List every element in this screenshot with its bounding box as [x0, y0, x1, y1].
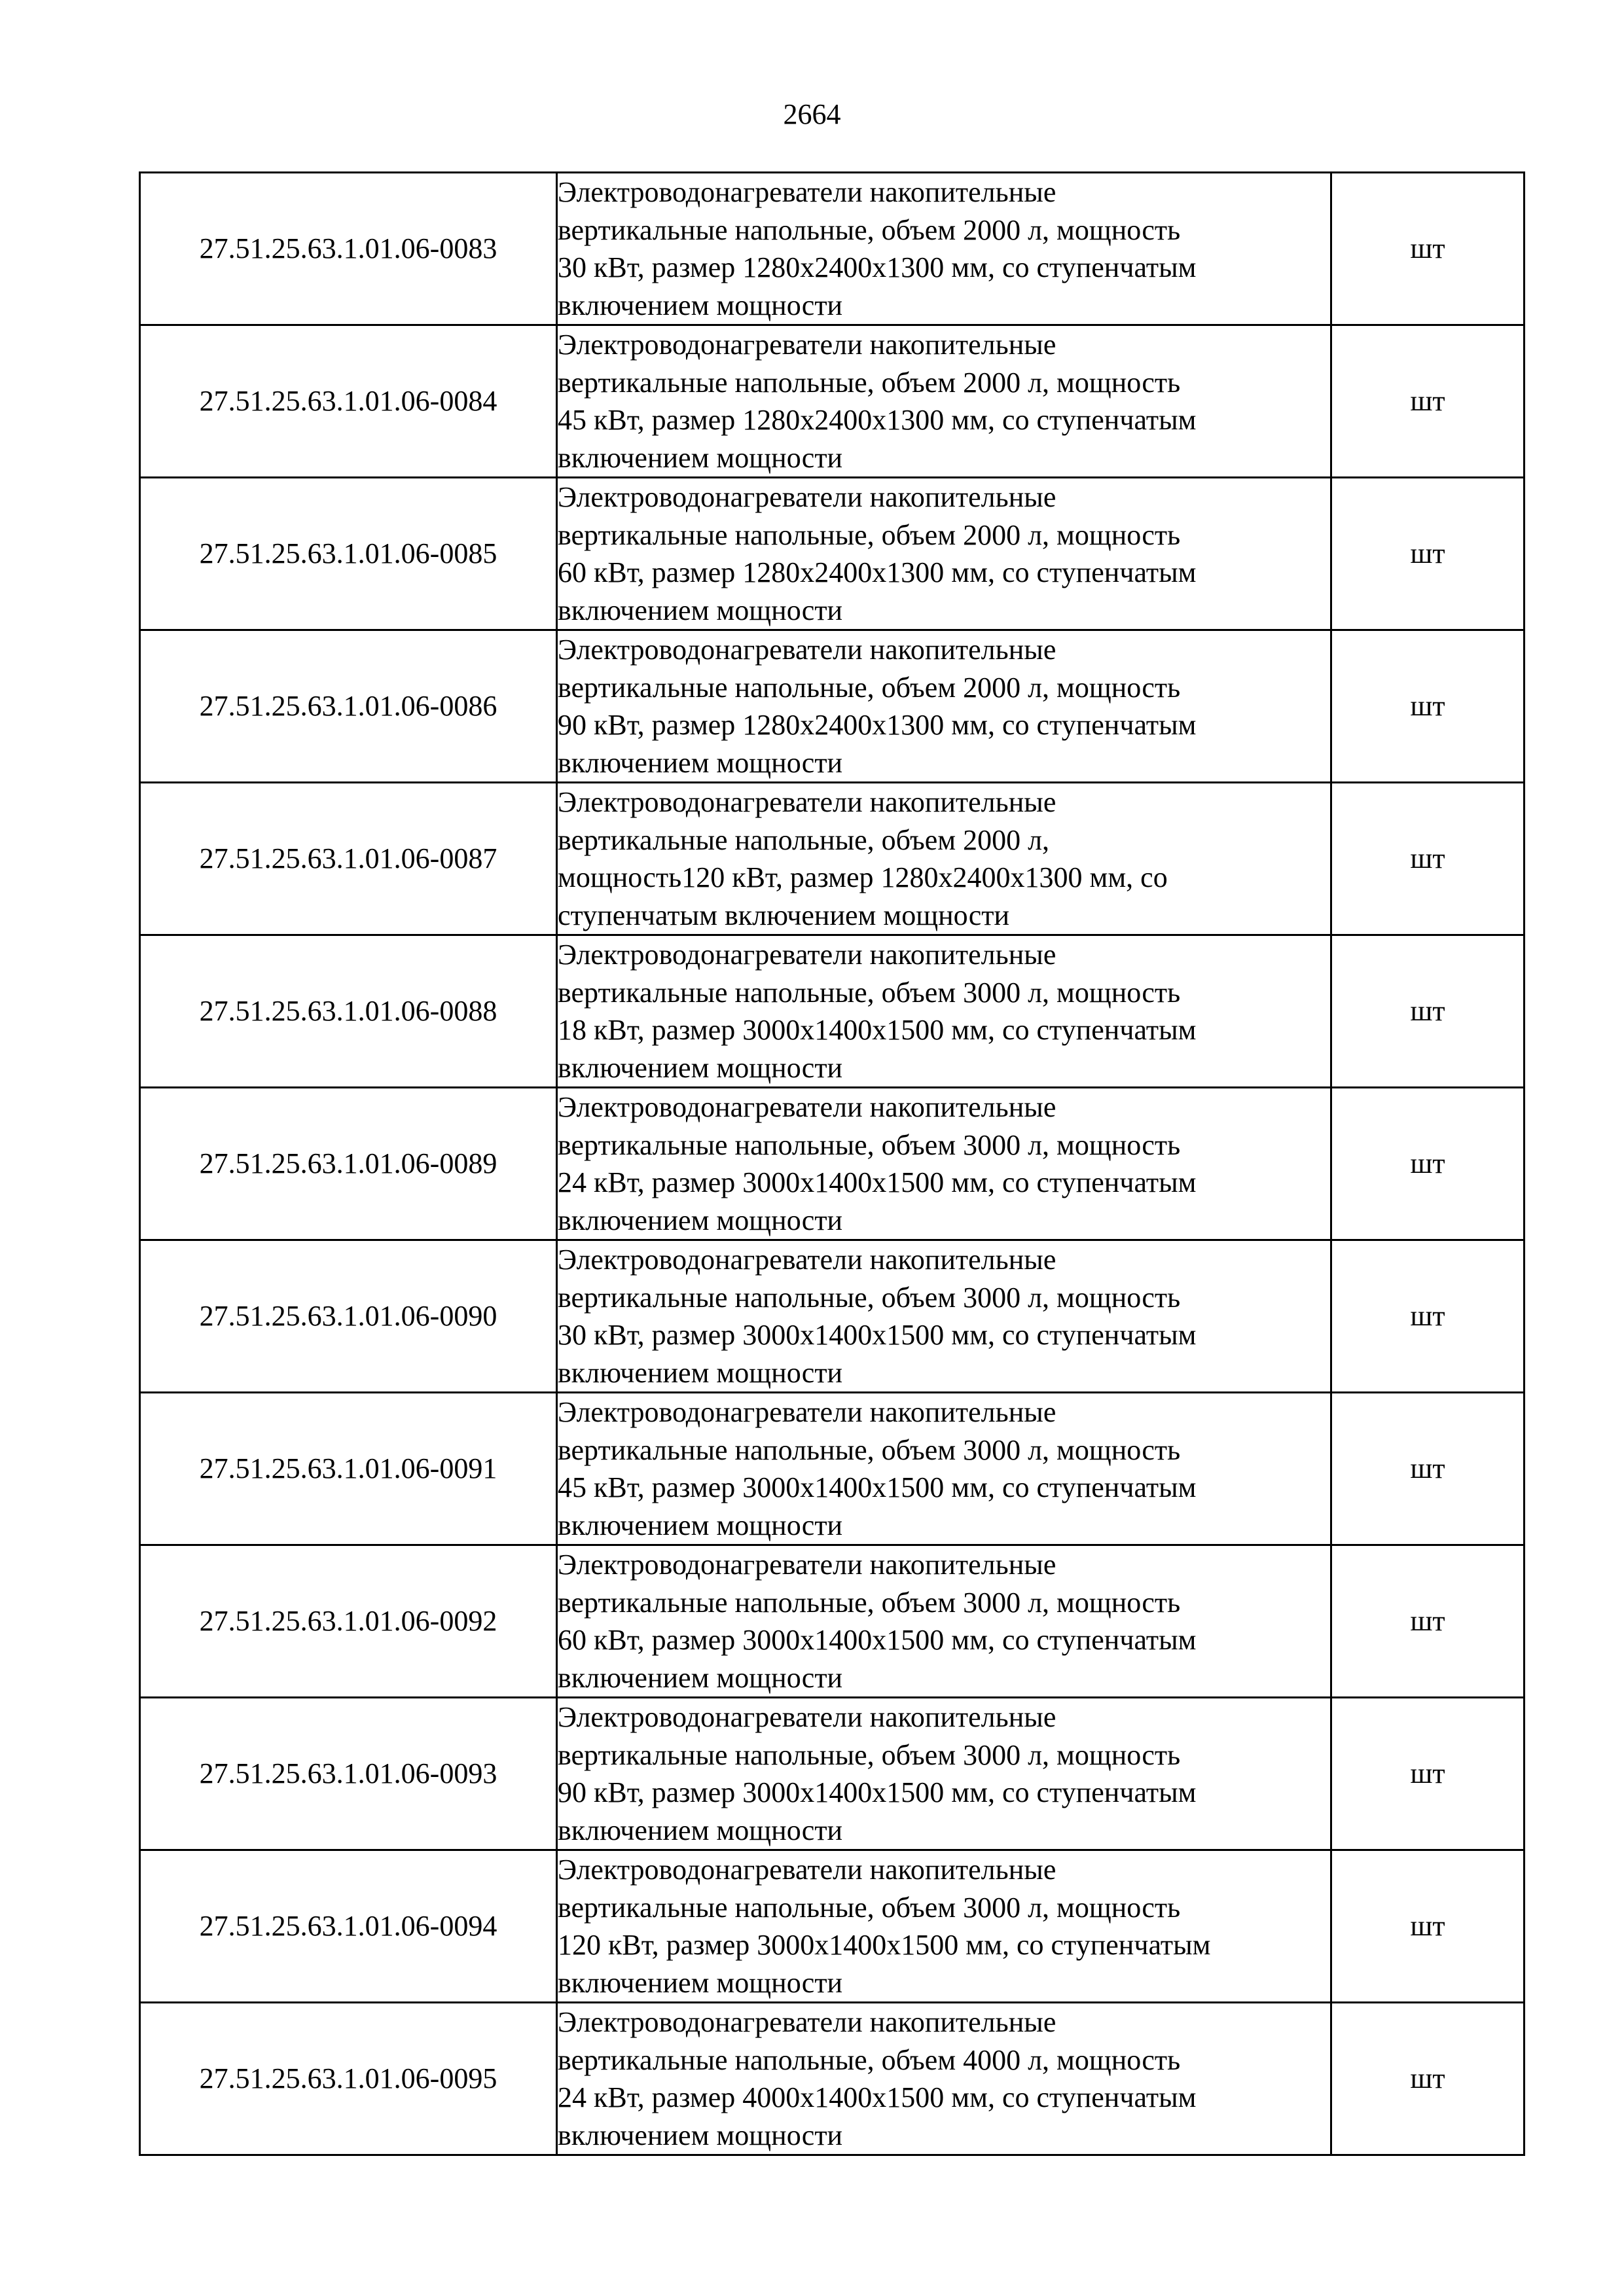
unit-of-measure: шт [1331, 1545, 1525, 1698]
description-line: 18 кВт, размер 3000х1400х1500 мм, со ступенчатым [558, 1014, 1197, 1046]
resource-description [557, 935, 1331, 1088]
description-line: 90 кВт, размер 1280х2400х1300 мм, со ступенчатым [558, 709, 1197, 741]
resource-description [557, 173, 1331, 325]
resource-code: 27.51.25.63.1.01.06-0093 [140, 1698, 557, 1850]
resource-description [557, 783, 1331, 935]
description-line: Электроводонагреватели накопительные [558, 786, 1056, 818]
table-row [140, 1850, 1525, 2003]
description-line: включением мощности [558, 746, 843, 779]
description-line: Электроводонагреватели накопительные [558, 2006, 1056, 2038]
description-line: Электроводонагреватели накопительные [558, 939, 1056, 971]
description-line: 24 кВт, размер 4000х1400х1500 мм, со ступенчатым [558, 2081, 1197, 2113]
description-line: включением мощности [558, 2119, 843, 2151]
unit-of-measure: шт [1331, 630, 1525, 783]
description-line: вертикальные напольные, объем 2000 л, мощность [558, 671, 1181, 704]
resource-code: 27.51.25.63.1.01.06-0090 [140, 1240, 557, 1393]
table-row [140, 325, 1525, 478]
description-line: включением мощности [558, 441, 843, 474]
description-line: включением мощности [558, 289, 843, 321]
unit-of-measure: шт [1331, 935, 1525, 1088]
resource-description [557, 1393, 1331, 1545]
table-row [140, 783, 1525, 935]
description-line: вертикальные напольные, объем 2000 л, мощность [558, 366, 1181, 399]
resource-description [557, 630, 1331, 783]
resource-code: 27.51.25.63.1.01.06-0095 [140, 2003, 557, 2155]
table-row [140, 1393, 1525, 1545]
description-line: Электроводонагреватели накопительные [558, 329, 1056, 361]
description-line: вертикальные напольные, объем 3000 л, мощность [558, 1281, 1181, 1314]
resource-description [557, 1545, 1331, 1698]
table-row [140, 1088, 1525, 1240]
unit-of-measure: шт [1331, 478, 1525, 630]
resource-description [557, 1240, 1331, 1393]
unit-of-measure: шт [1331, 1240, 1525, 1393]
resource-code: 27.51.25.63.1.01.06-0083 [140, 173, 557, 325]
table-row [140, 1545, 1525, 1698]
description-line: 60 кВт, размер 1280х2400х1300 мм, со ступенчатым [558, 556, 1197, 588]
description-line: 45 кВт, размер 1280х2400х1300 мм, со ступенчатым [558, 404, 1197, 436]
table-row [140, 630, 1525, 783]
description-line: 120 кВт, размер 3000х1400х1500 мм, со ступенчатым [558, 1929, 1211, 1961]
unit-of-measure: шт [1331, 1698, 1525, 1850]
description-line: вертикальные напольные, объем 3000 л, мощность [558, 1586, 1181, 1619]
description-line: Электроводонагреватели накопительные [558, 1549, 1056, 1581]
table-row [140, 1698, 1525, 1850]
unit-of-measure: шт [1331, 783, 1525, 935]
table-row [140, 173, 1525, 325]
description-line: включением мощности [558, 1661, 843, 1694]
resource-description [557, 325, 1331, 478]
description-line: вертикальные напольные, объем 3000 л, мощность [558, 1891, 1181, 1924]
description-line: Электроводонагреватели накопительные [558, 176, 1056, 208]
unit-of-measure: шт [1331, 1393, 1525, 1545]
description-line: включением мощности [558, 1051, 843, 1084]
table-row [140, 478, 1525, 630]
description-line: вертикальные напольные, объем 2000 л, мощность [558, 518, 1181, 551]
table-row [140, 1240, 1525, 1393]
description-line: Электроводонагреватели накопительные [558, 1701, 1056, 1733]
resource-code: 27.51.25.63.1.01.06-0085 [140, 478, 557, 630]
description-line: включением мощности [558, 1356, 843, 1389]
description-line: включением мощности [558, 1814, 843, 1846]
description-line: ступенчатым включением мощности [558, 899, 1010, 931]
unit-of-measure: шт [1331, 325, 1525, 478]
description-line: вертикальные напольные, объем 2000 л, [558, 823, 1050, 856]
resource-description [557, 1850, 1331, 2003]
description-line: включением мощности [558, 1966, 843, 1999]
description-line: вертикальные напольные, объем 2000 л, мощность [558, 213, 1181, 246]
unit-of-measure: шт [1331, 2003, 1525, 2155]
resource-description [557, 2003, 1331, 2155]
resource-description [557, 478, 1331, 630]
description-line: вертикальные напольные, объем 3000 л, мощность [558, 1128, 1181, 1161]
description-line: мощность120 кВт, размер 1280х2400х1300 мм, со [558, 861, 1168, 893]
description-line: вертикальные напольные, объем 3000 л, мощность [558, 1433, 1181, 1466]
description-line: 45 кВт, размер 3000х1400х1500 мм, со ступенчатым [558, 1471, 1197, 1503]
description-line: вертикальные напольные, объем 3000 л, мощность [558, 1738, 1181, 1771]
unit-of-measure: шт [1331, 173, 1525, 325]
resource-code: 27.51.25.63.1.01.06-0086 [140, 630, 557, 783]
table-body [140, 173, 1525, 2155]
description-line: 60 кВт, размер 3000х1400х1500 мм, со ступенчатым [558, 1624, 1197, 1656]
description-line: вертикальные напольные, объем 4000 л, мощность [558, 2043, 1181, 2076]
resource-table [139, 171, 1525, 2156]
description-line: вертикальные напольные, объем 3000 л, мощность [558, 976, 1181, 1009]
unit-of-measure: шт [1331, 1850, 1525, 2003]
resource-code: 27.51.25.63.1.01.06-0091 [140, 1393, 557, 1545]
page-number: 2664 [783, 98, 841, 130]
table-row [140, 935, 1525, 1088]
description-line: Электроводонагреватели накопительные [558, 1091, 1056, 1123]
resource-description [557, 1088, 1331, 1240]
description-line: включением мощности [558, 594, 843, 626]
resource-code: 27.51.25.63.1.01.06-0087 [140, 783, 557, 935]
resource-code: 27.51.25.63.1.01.06-0089 [140, 1088, 557, 1240]
description-line: 90 кВт, размер 3000х1400х1500 мм, со ступенчатым [558, 1776, 1197, 1808]
resource-code: 27.51.25.63.1.01.06-0084 [140, 325, 557, 478]
unit-of-measure: шт [1331, 1088, 1525, 1240]
resource-code: 27.51.25.63.1.01.06-0088 [140, 935, 557, 1088]
description-line: 30 кВт, размер 3000х1400х1500 мм, со ступенчатым [558, 1319, 1197, 1351]
resource-code: 27.51.25.63.1.01.06-0094 [140, 1850, 557, 2003]
description-line: Электроводонагреватели накопительные [558, 1244, 1056, 1276]
resource-description [557, 1698, 1331, 1850]
description-line: Электроводонагреватели накопительные [558, 634, 1056, 666]
resource-code: 27.51.25.63.1.01.06-0092 [140, 1545, 557, 1698]
description-line: Электроводонагреватели накопительные [558, 1396, 1056, 1428]
table-row [140, 2003, 1525, 2155]
description-line: Электроводонагреватели накопительные [558, 481, 1056, 513]
description-line: Электроводонагреватели накопительные [558, 1854, 1056, 1886]
description-line: включением мощности [558, 1509, 843, 1541]
description-line: 24 кВт, размер 3000х1400х1500 мм, со ступенчатым [558, 1166, 1197, 1198]
description-line: включением мощности [558, 1204, 843, 1236]
description-line: 30 кВт, размер 1280х2400х1300 мм, со ступенчатым [558, 251, 1197, 283]
